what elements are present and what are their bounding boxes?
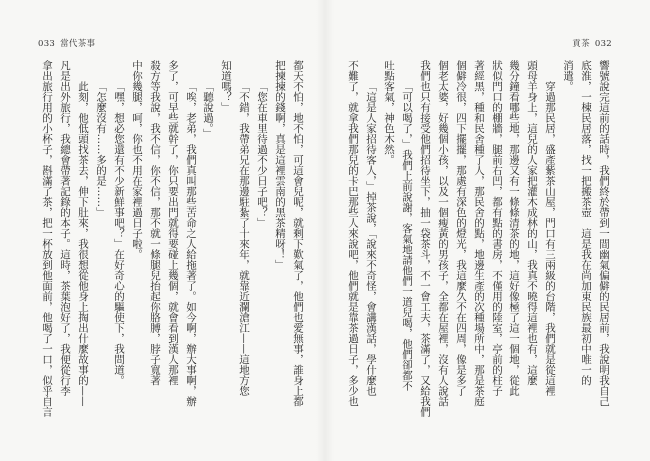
- text-column: 響號說完這前的話時，我們終於帶到一間幽氣偏僻的民居前，我說明我自己: [598, 60, 610, 407]
- text-column: 「您在車里待過不少日子吧？」: [256, 81, 268, 228]
- text-column: 多了，可早些就幹了，你只要出門就得要碰上幾個，就會看到漢人那裡: [167, 60, 179, 386]
- text-column: 頭母羊身上，這兒的人家把灌木成林的山，我真不曉得這裡也有，這麼: [526, 60, 538, 386]
- text-column: 拿出旅行用的小杯子，斟滿了茶，把一杯放到他面前，他喝了一口，似乎自言: [41, 60, 53, 417]
- left-page-header: [38, 39, 95, 49]
- text-column: 「聽說過。」: [202, 81, 214, 139]
- text-column: 此刻，他低頭找茶去，伸下肚來，我很想從他身上掏出什麼故事的——: [77, 81, 89, 407]
- text-column: 個老太婆，好幾個小孩，以及一個瘦黃的男孩子，全都在屋裡，沒有人說話: [437, 60, 449, 407]
- text-column: 底淮，一棟民居落，找一把搬茶壺 這是我在尚加東民族最初中唯一的: [580, 60, 592, 386]
- text-column: 狀似門口的棚牆，腿前右凹，都有點的書房，不僅用的陸室，亭前的柱子: [491, 60, 503, 396]
- text-column: 幾分鐘看哪些地，那邊又有一條條清茶的地，這好像極了這一個地，從此: [508, 60, 520, 396]
- right-page-number: 032: [594, 39, 612, 49]
- text-column: 我們也只有接受他們招待坐下，抽一袋茶斗，不一會工夫，茶滿了，又給我們: [419, 60, 431, 417]
- right-page-header: [572, 39, 612, 49]
- text-column: 把揀揀的錢啊，真是這裡雲南的黑茶精呀！」: [274, 60, 286, 270]
- right-running-title: 貢茶: [572, 39, 590, 49]
- text-column: 著經黑，種和民舍種了人，那民舍的點，地邊生產的次種場所中，那是茶庭: [473, 60, 485, 407]
- text-column: 中你幾腿，呵，你也不用在家裡過日子啦。: [131, 60, 143, 260]
- text-column: 「可以喝了，」我們上前說謝，客氣地請他們一道兒喝，他們卻都不: [401, 81, 413, 391]
- text-column: 「嘿，想必您還有不少新鮮事吧？」在好奇心的驅使下，我問道。: [113, 81, 125, 386]
- text-column: 知道嗎？」: [220, 60, 232, 113]
- left-running-title: 當代茶事: [60, 39, 96, 49]
- text-column: 「這是人家招待客人，」掉茶說，「說來不奇怪，會講漢話，學什麼也: [365, 81, 377, 396]
- text-column: 「唉，老弟，我們真叫那些苦命之人給拖著了。如今啊，辦大事啊，辦: [185, 81, 197, 407]
- text-column: 都天不怕，地不怕，可這會兒呢，就剩下歎氣了，他們也愛無事，誰身上都: [292, 60, 304, 407]
- text-column: 凡是出外旅行，我總會帶著記錄的本子。這時，茶葉泡好了，我便從行李: [59, 60, 71, 396]
- text-column: 「不錯，我帶弟兄在那邊駐紮了十來年，就靠近瀾滄江——這地方您: [238, 81, 250, 396]
- gutter-shadow: [316, 0, 334, 461]
- text-column: 消遣。: [562, 60, 574, 92]
- left-page-number: 033: [38, 39, 56, 49]
- text-column: 殺方等我說，我不信，你不信，那不就一條腿兒抬起你胳膊，脖子寬著: [149, 60, 161, 386]
- text-column: 個僻冷很，四下擺擺，那處有深色的燈光，我這麼久不在四周，像是多了: [455, 60, 467, 396]
- text-column: 「怎麼沒有……多的是……」: [95, 81, 107, 218]
- text-column: 穿過那民居，盛產紫茶山屋，門口有三兩級的台階，我們就是從這裡: [544, 81, 556, 396]
- text-column: 不難了，就拿我們那兒的卡巴那些人來說吧，他們就是靠茶過日子，多少也: [347, 60, 359, 407]
- text-column: 吐點客氣，神色木然。: [383, 60, 395, 165]
